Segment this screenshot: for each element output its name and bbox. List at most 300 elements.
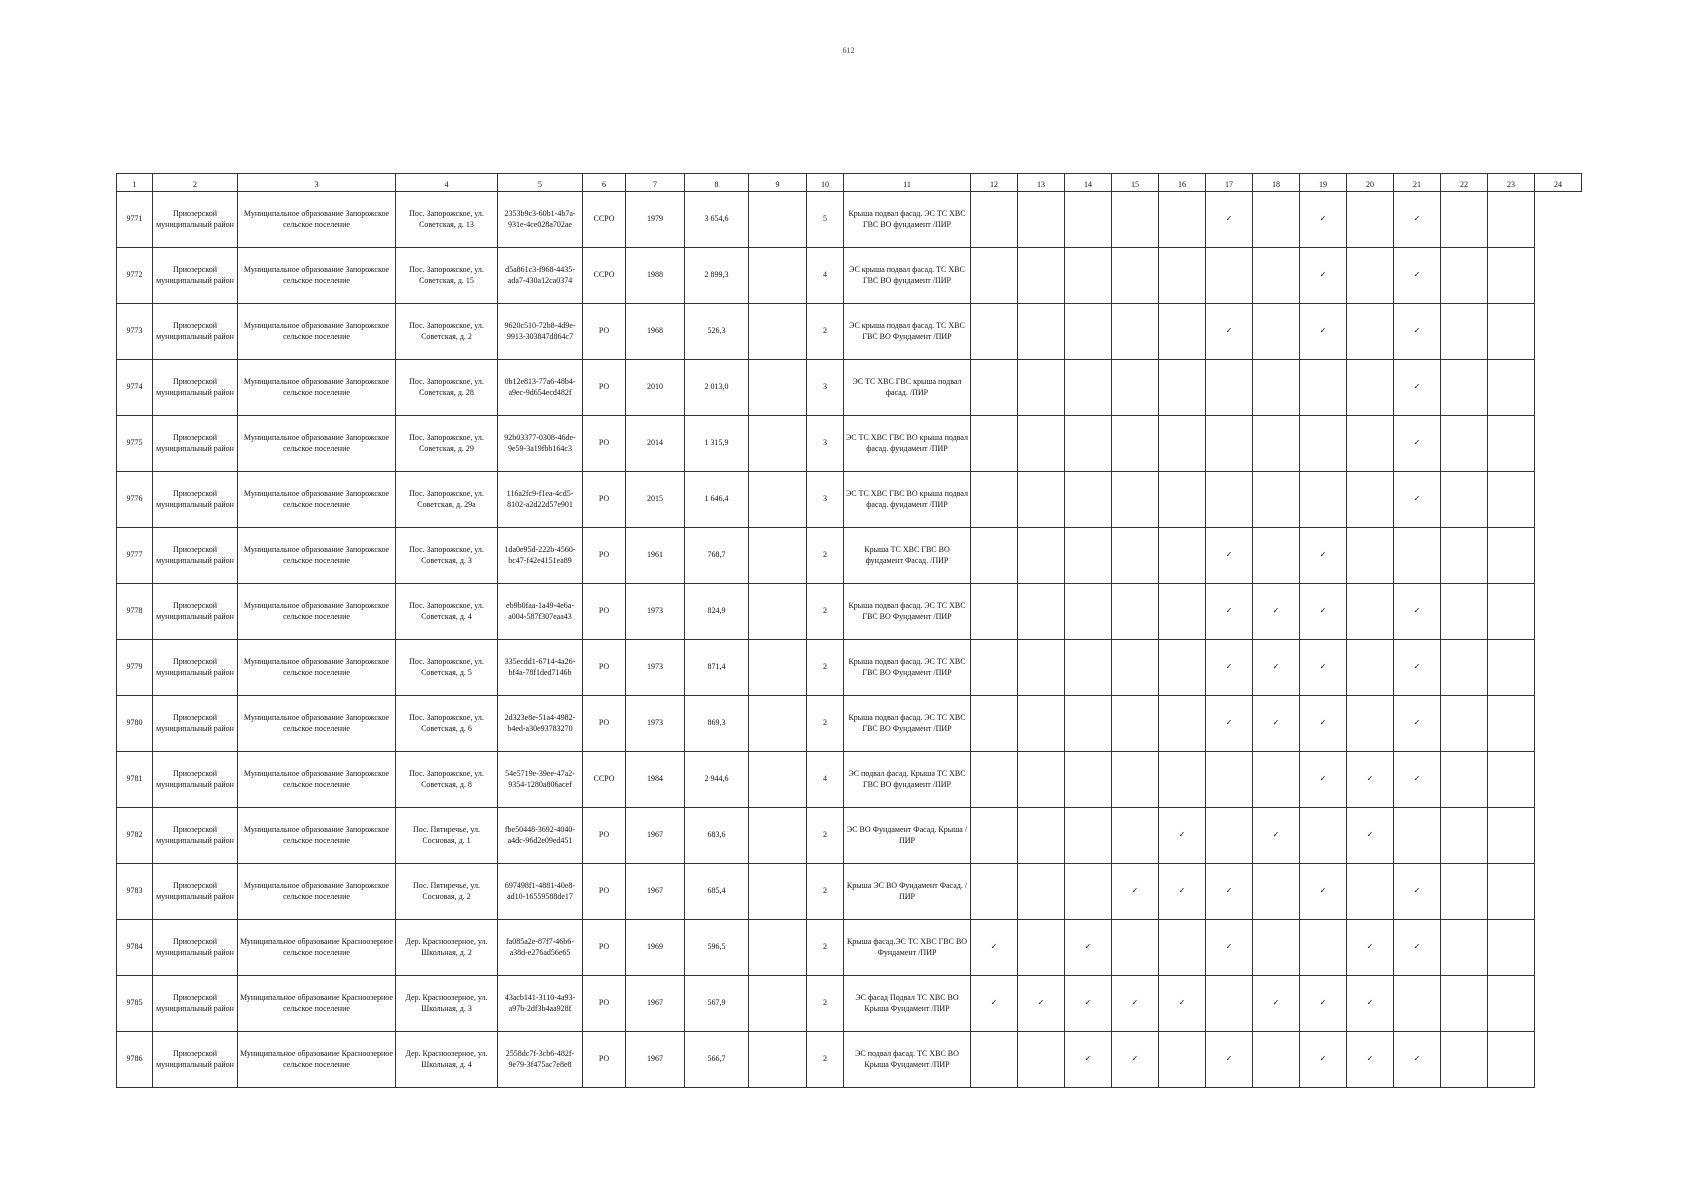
empty-check-cell xyxy=(1253,248,1300,304)
empty-check-cell xyxy=(1441,1032,1488,1088)
table-row xyxy=(117,920,1582,976)
municipality-cell: Муниципальное образование Красноозерное сельское поселение xyxy=(238,976,396,1032)
check-mark-cell: ✓ xyxy=(1394,192,1441,248)
check-mark-cell: ✓ xyxy=(1206,640,1253,696)
empty-check-cell xyxy=(1112,528,1159,584)
row-number-cell: 9780 xyxy=(117,696,153,752)
check-mark-cell: ✓ xyxy=(1300,528,1347,584)
check-mark-cell: ✓ xyxy=(1112,864,1159,920)
type-cell: РО xyxy=(583,864,626,920)
municipality-cell: Муниципальное образование Запорожское сельское поселение xyxy=(238,360,396,416)
district-cell: Приозерской муниципальный район xyxy=(153,248,238,304)
check-mark-cell: ✓ xyxy=(1347,976,1394,1032)
district-cell: Приозерской муниципальный район xyxy=(153,808,238,864)
row-number-cell: 9772 xyxy=(117,248,153,304)
column-header-21: 21 xyxy=(1394,174,1441,192)
column-header-19: 19 xyxy=(1300,174,1347,192)
row-number-cell: 9783 xyxy=(117,864,153,920)
column-header-14: 14 xyxy=(1065,174,1112,192)
address-cell: Дер. Красноозерное, ул. Школьная, д. 4 xyxy=(396,1032,498,1088)
empty-check-cell xyxy=(1394,808,1441,864)
type-cell: РО xyxy=(583,1032,626,1088)
empty-check-cell xyxy=(1206,752,1253,808)
empty-check-cell xyxy=(971,416,1018,472)
year-cell: 1979 xyxy=(626,192,685,248)
works-cell: ЭС фасад Подвал ТС ХВС ВО Крыша Фундамент /ПИР xyxy=(844,976,971,1032)
address-cell: Пос. Запорожское, ул. Советская, д. 13 xyxy=(396,192,498,248)
column-header-8: 8 xyxy=(685,174,749,192)
row-number-cell: 9782 xyxy=(117,808,153,864)
check-mark-cell: ✓ xyxy=(1300,304,1347,360)
column-10-cell: 4 xyxy=(807,248,844,304)
column-header-17: 17 xyxy=(1206,174,1253,192)
address-cell: Пос. Запорожское, ул. Советская, д. 5 xyxy=(396,640,498,696)
table-row xyxy=(117,584,1582,640)
year-cell: 1973 xyxy=(626,584,685,640)
check-mark-cell: ✓ xyxy=(1394,584,1441,640)
empty-check-cell xyxy=(1347,304,1394,360)
empty-check-cell xyxy=(1441,304,1488,360)
empty-check-cell xyxy=(1065,864,1112,920)
empty-check-cell xyxy=(1300,808,1347,864)
column-header-23: 23 xyxy=(1488,174,1535,192)
empty-check-cell xyxy=(1206,416,1253,472)
empty-check-cell xyxy=(1488,472,1535,528)
empty-check-cell xyxy=(971,528,1018,584)
empty-check-cell xyxy=(971,360,1018,416)
empty-check-cell xyxy=(1206,472,1253,528)
header-row xyxy=(117,174,1582,192)
column-header-9: 9 xyxy=(749,174,807,192)
empty-check-cell xyxy=(1065,752,1112,808)
address-cell: Пос. Запорожское, ул. Советская, д. 15 xyxy=(396,248,498,304)
area-cell: 683,6 xyxy=(685,808,749,864)
municipality-cell: Муниципальное образование Запорожское сельское поселение xyxy=(238,752,396,808)
type-cell: РО xyxy=(583,416,626,472)
works-cell: Крыша подвал фасад. ЭС ТС ХВС ГВС ВО Фундамент /ПИР xyxy=(844,696,971,752)
type-cell: ССРО xyxy=(583,752,626,808)
empty-check-cell xyxy=(1018,248,1065,304)
row-number-cell: 9775 xyxy=(117,416,153,472)
column-10-cell: 2 xyxy=(807,864,844,920)
empty-check-cell xyxy=(1206,248,1253,304)
column-header-10: 10 xyxy=(807,174,844,192)
column-header-13: 13 xyxy=(1018,174,1065,192)
empty-check-cell xyxy=(1300,360,1347,416)
check-mark-cell: ✓ xyxy=(1300,584,1347,640)
empty-check-cell xyxy=(1159,304,1206,360)
address-cell: Дер. Красноозерное, ул. Школьная, д. 3 xyxy=(396,976,498,1032)
district-cell: Приозерской муниципальный район xyxy=(153,1032,238,1088)
area-cell: 3 654,6 xyxy=(685,192,749,248)
empty-check-cell xyxy=(1441,192,1488,248)
column-9-cell xyxy=(749,192,807,248)
address-cell: Пос. Запорожское, ул. Советская, д. 8 xyxy=(396,752,498,808)
area-cell: 768,7 xyxy=(685,528,749,584)
page-number: 612 xyxy=(842,46,855,55)
guid-cell: 116a2fc9-f1ea-4cd5-8102-a2d22d57e901 xyxy=(498,472,583,528)
district-cell: Приозерской муниципальный район xyxy=(153,864,238,920)
check-mark-cell: ✓ xyxy=(1347,752,1394,808)
works-cell: ЭС ВО Фундамент Фасад. Крыша /ПИР xyxy=(844,808,971,864)
empty-check-cell xyxy=(1441,920,1488,976)
empty-check-cell xyxy=(1488,192,1535,248)
empty-check-cell xyxy=(1159,920,1206,976)
check-mark-cell: ✓ xyxy=(1065,1032,1112,1088)
empty-check-cell xyxy=(1159,696,1206,752)
check-mark-cell: ✓ xyxy=(1394,752,1441,808)
column-10-cell: 3 xyxy=(807,360,844,416)
district-cell: Приозерской муниципальный район xyxy=(153,192,238,248)
works-cell: Крыша подвал фасад. ЭС ТС ХВС ГВС ВО фундамент /ПИР xyxy=(844,192,971,248)
area-cell: 526,3 xyxy=(685,304,749,360)
guid-cell: 697498f1-4881-40e8-ad10-16559588de17 xyxy=(498,864,583,920)
works-cell: Крыша подвал фасад. ЭС ТС ХВС ГВС ВО Фундамент /ПИР xyxy=(844,584,971,640)
check-mark-cell: ✓ xyxy=(1394,696,1441,752)
column-10-cell: 3 xyxy=(807,472,844,528)
empty-check-cell xyxy=(1112,192,1159,248)
empty-check-cell xyxy=(1065,808,1112,864)
table-row xyxy=(117,1032,1582,1088)
address-cell: Дер. Красноозерное, ул. Школьная, д. 2 xyxy=(396,920,498,976)
check-mark-cell: ✓ xyxy=(1159,976,1206,1032)
year-cell: 1969 xyxy=(626,920,685,976)
guid-cell: 335ecdd1-6714-4a26-bf4a-78f1ded7146b xyxy=(498,640,583,696)
empty-check-cell xyxy=(971,304,1018,360)
district-cell: Приозерской муниципальный район xyxy=(153,752,238,808)
check-mark-cell: ✓ xyxy=(1253,640,1300,696)
empty-check-cell xyxy=(1112,360,1159,416)
column-9-cell xyxy=(749,864,807,920)
year-cell: 2014 xyxy=(626,416,685,472)
table-row xyxy=(117,528,1582,584)
district-cell: Приозерской муниципальный район xyxy=(153,920,238,976)
column-header-2: 2 xyxy=(153,174,238,192)
type-cell: ССРО xyxy=(583,248,626,304)
year-cell: 1967 xyxy=(626,864,685,920)
empty-check-cell xyxy=(1441,864,1488,920)
empty-check-cell xyxy=(1159,528,1206,584)
year-cell: 1973 xyxy=(626,696,685,752)
works-cell: Крыша подвал фасад. ЭС ТС ХВС ГВС ВО Фундамент /ПИР xyxy=(844,640,971,696)
empty-check-cell xyxy=(1206,360,1253,416)
check-mark-cell: ✓ xyxy=(1300,696,1347,752)
empty-check-cell xyxy=(1065,696,1112,752)
works-cell: Крыша ЭС ВО Фундамент Фасад. /ПИР xyxy=(844,864,971,920)
empty-check-cell xyxy=(1253,192,1300,248)
empty-check-cell xyxy=(1018,360,1065,416)
empty-check-cell xyxy=(1300,920,1347,976)
year-cell: 1973 xyxy=(626,640,685,696)
empty-check-cell xyxy=(971,808,1018,864)
column-header-12: 12 xyxy=(971,174,1018,192)
row-number-cell: 9778 xyxy=(117,584,153,640)
district-cell: Приозерской муниципальный район xyxy=(153,360,238,416)
empty-check-cell xyxy=(971,472,1018,528)
empty-check-cell xyxy=(1441,248,1488,304)
table-row xyxy=(117,976,1582,1032)
empty-check-cell xyxy=(1065,640,1112,696)
empty-check-cell xyxy=(1018,752,1065,808)
area-cell: 1 646,4 xyxy=(685,472,749,528)
column-header-7: 7 xyxy=(626,174,685,192)
column-9-cell xyxy=(749,696,807,752)
check-mark-cell: ✓ xyxy=(1394,920,1441,976)
check-mark-cell: ✓ xyxy=(1300,976,1347,1032)
empty-check-cell xyxy=(1159,640,1206,696)
area-cell: 596,5 xyxy=(685,920,749,976)
empty-check-cell xyxy=(1441,584,1488,640)
table-row xyxy=(117,472,1582,528)
empty-check-cell xyxy=(1253,752,1300,808)
empty-check-cell xyxy=(1253,360,1300,416)
row-number-cell: 9771 xyxy=(117,192,153,248)
address-cell: Пос. Пятиречье, ул. Сосновая, д. 2 xyxy=(396,864,498,920)
empty-check-cell xyxy=(1159,1032,1206,1088)
column-10-cell: 4 xyxy=(807,752,844,808)
address-cell: Пос. Запорожское, ул. Советская, д. 2 xyxy=(396,304,498,360)
empty-check-cell xyxy=(1065,248,1112,304)
check-mark-cell: ✓ xyxy=(1206,192,1253,248)
area-cell: 1 315,9 xyxy=(685,416,749,472)
works-cell: ЭС ТС ХВС ГВС ВО крыша подвал фасад. фундамент /ПИР xyxy=(844,472,971,528)
municipality-cell: Муниципальное образование Красноозерное сельское поселение xyxy=(238,920,396,976)
check-mark-cell: ✓ xyxy=(1394,416,1441,472)
empty-check-cell xyxy=(1347,584,1394,640)
check-mark-cell: ✓ xyxy=(1065,976,1112,1032)
municipality-cell: Муниципальное образование Запорожское сельское поселение xyxy=(238,248,396,304)
empty-check-cell xyxy=(1065,416,1112,472)
table-row xyxy=(117,696,1582,752)
guid-cell: d5a861c3-f968-4435-ada7-430a12ca0374 xyxy=(498,248,583,304)
district-cell: Приозерской муниципальный район xyxy=(153,976,238,1032)
empty-check-cell xyxy=(1441,808,1488,864)
empty-check-cell xyxy=(1018,304,1065,360)
guid-cell: fbe50448-3692-4040-a4dc-96d2e09ed451 xyxy=(498,808,583,864)
empty-check-cell xyxy=(1253,304,1300,360)
row-number-cell: 9781 xyxy=(117,752,153,808)
empty-check-cell xyxy=(1159,360,1206,416)
empty-check-cell xyxy=(1347,640,1394,696)
table-row xyxy=(117,640,1582,696)
table-row xyxy=(117,752,1582,808)
guid-cell: 43acb141-3110-4a93-a97b-2df3b4aa928f xyxy=(498,976,583,1032)
address-cell: Пос. Запорожское, ул. Советская, д. 29а xyxy=(396,472,498,528)
empty-check-cell xyxy=(1347,472,1394,528)
empty-check-cell xyxy=(1441,640,1488,696)
check-mark-cell: ✓ xyxy=(1394,304,1441,360)
empty-check-cell xyxy=(1018,416,1065,472)
type-cell: РО xyxy=(583,472,626,528)
row-number-cell: 9779 xyxy=(117,640,153,696)
guid-cell: 1da0e95d-222b-4560-bc47-f42e4151ea89 xyxy=(498,528,583,584)
check-mark-cell: ✓ xyxy=(1112,976,1159,1032)
column-10-cell: 2 xyxy=(807,640,844,696)
empty-check-cell xyxy=(971,192,1018,248)
empty-check-cell xyxy=(1300,472,1347,528)
column-10-cell: 2 xyxy=(807,1032,844,1088)
column-10-cell: 2 xyxy=(807,584,844,640)
table-row xyxy=(117,864,1582,920)
row-number-cell: 9785 xyxy=(117,976,153,1032)
check-mark-cell: ✓ xyxy=(1206,584,1253,640)
area-cell: 2 944,6 xyxy=(685,752,749,808)
district-cell: Приозерской муниципальный район xyxy=(153,304,238,360)
register-table xyxy=(116,173,1582,1088)
area-cell: 2 013,0 xyxy=(685,360,749,416)
empty-check-cell xyxy=(1206,976,1253,1032)
check-mark-cell: ✓ xyxy=(1394,360,1441,416)
row-number-cell: 9786 xyxy=(117,1032,153,1088)
empty-check-cell xyxy=(1488,1032,1535,1088)
empty-check-cell xyxy=(1488,752,1535,808)
row-number-cell: 9776 xyxy=(117,472,153,528)
year-cell: 1961 xyxy=(626,528,685,584)
column-header-6: 6 xyxy=(583,174,626,192)
check-mark-cell: ✓ xyxy=(1206,304,1253,360)
column-9-cell xyxy=(749,808,807,864)
year-cell: 2010 xyxy=(626,360,685,416)
empty-check-cell xyxy=(1441,752,1488,808)
check-mark-cell: ✓ xyxy=(971,976,1018,1032)
empty-check-cell xyxy=(1441,976,1488,1032)
area-cell: 685,4 xyxy=(685,864,749,920)
empty-check-cell xyxy=(1488,416,1535,472)
empty-check-cell xyxy=(1347,360,1394,416)
column-header-22: 22 xyxy=(1441,174,1488,192)
empty-check-cell xyxy=(1112,808,1159,864)
empty-check-cell xyxy=(1441,416,1488,472)
empty-check-cell xyxy=(1488,248,1535,304)
check-mark-cell: ✓ xyxy=(971,920,1018,976)
row-number-cell: 9773 xyxy=(117,304,153,360)
empty-check-cell xyxy=(1159,472,1206,528)
empty-check-cell xyxy=(1253,920,1300,976)
empty-check-cell xyxy=(971,864,1018,920)
empty-check-cell xyxy=(1018,584,1065,640)
empty-check-cell xyxy=(1488,696,1535,752)
row-number-cell: 9777 xyxy=(117,528,153,584)
type-cell: РО xyxy=(583,976,626,1032)
empty-check-cell xyxy=(1018,472,1065,528)
check-mark-cell: ✓ xyxy=(1300,192,1347,248)
column-9-cell xyxy=(749,360,807,416)
address-cell: Пос. Запорожское, ул. Советская, д. 29 xyxy=(396,416,498,472)
column-header-1: 1 xyxy=(117,174,153,192)
municipality-cell: Муниципальное образование Запорожское сельское поселение xyxy=(238,416,396,472)
municipality-cell: Муниципальное образование Запорожское сельское поселение xyxy=(238,192,396,248)
check-mark-cell: ✓ xyxy=(1300,752,1347,808)
check-mark-cell: ✓ xyxy=(1253,808,1300,864)
empty-check-cell xyxy=(1347,528,1394,584)
area-cell: 869,3 xyxy=(685,696,749,752)
column-9-cell xyxy=(749,584,807,640)
empty-check-cell xyxy=(1253,1032,1300,1088)
check-mark-cell: ✓ xyxy=(1206,920,1253,976)
empty-check-cell xyxy=(1065,584,1112,640)
type-cell: РО xyxy=(583,696,626,752)
type-cell: ССРО xyxy=(583,192,626,248)
empty-check-cell xyxy=(1112,640,1159,696)
empty-check-cell xyxy=(1488,584,1535,640)
column-header-4: 4 xyxy=(396,174,498,192)
empty-check-cell xyxy=(1018,864,1065,920)
address-cell: Пос. Запорожское, ул. Советская, д. 4 xyxy=(396,584,498,640)
check-mark-cell: ✓ xyxy=(1394,248,1441,304)
check-mark-cell: ✓ xyxy=(1300,864,1347,920)
guid-cell: 54e5719e-39ee-47a2-9354-1280a806acef xyxy=(498,752,583,808)
guid-cell: 2d323e8e-51a4-4982-b4ed-a30e93783270 xyxy=(498,696,583,752)
empty-check-cell xyxy=(1347,416,1394,472)
area-cell: 2 899,3 xyxy=(685,248,749,304)
column-header-24: 24 xyxy=(1535,174,1582,192)
type-cell: РО xyxy=(583,920,626,976)
works-cell: ЭС подвал фасад. ТС ХВС ВО Крыша Фундамент /ПИР xyxy=(844,1032,971,1088)
column-9-cell xyxy=(749,1032,807,1088)
type-cell: РО xyxy=(583,304,626,360)
empty-check-cell xyxy=(1253,864,1300,920)
check-mark-cell: ✓ xyxy=(1253,696,1300,752)
empty-check-cell xyxy=(1206,808,1253,864)
table-row xyxy=(117,304,1582,360)
check-mark-cell: ✓ xyxy=(1112,1032,1159,1088)
works-cell: Крыша ТС ХВС ГВС ВО фундамент Фасад. /ПИР xyxy=(844,528,971,584)
area-cell: 567,9 xyxy=(685,976,749,1032)
column-header-3: 3 xyxy=(238,174,396,192)
empty-check-cell xyxy=(971,584,1018,640)
type-cell: РО xyxy=(583,360,626,416)
type-cell: РО xyxy=(583,808,626,864)
column-9-cell xyxy=(749,752,807,808)
empty-check-cell xyxy=(1112,248,1159,304)
empty-check-cell xyxy=(1394,976,1441,1032)
district-cell: Приозерской муниципальный район xyxy=(153,416,238,472)
empty-check-cell xyxy=(1347,248,1394,304)
table-row xyxy=(117,248,1582,304)
empty-check-cell xyxy=(1065,192,1112,248)
check-mark-cell: ✓ xyxy=(1347,808,1394,864)
empty-check-cell xyxy=(1112,584,1159,640)
column-10-cell: 2 xyxy=(807,976,844,1032)
empty-check-cell xyxy=(1441,472,1488,528)
check-mark-cell: ✓ xyxy=(1300,248,1347,304)
empty-check-cell xyxy=(1300,416,1347,472)
empty-check-cell xyxy=(971,640,1018,696)
row-number-cell: 9784 xyxy=(117,920,153,976)
empty-check-cell xyxy=(1253,472,1300,528)
municipality-cell: Муниципальное образование Запорожское сельское поселение xyxy=(238,696,396,752)
guid-cell: 0b12e813-77a6-48b4-a9ec-9d654ecd482f xyxy=(498,360,583,416)
year-cell: 1988 xyxy=(626,248,685,304)
column-header-16: 16 xyxy=(1159,174,1206,192)
works-cell: ЭС ТС ХВС ГВС ВО крыша подвал фасад. фундамент /ПИР xyxy=(844,416,971,472)
guid-cell: 92b03377-0308-46de-9e59-3a19fbb164c3 xyxy=(498,416,583,472)
empty-check-cell xyxy=(1065,360,1112,416)
column-9-cell xyxy=(749,640,807,696)
empty-check-cell xyxy=(1018,640,1065,696)
empty-check-cell xyxy=(1488,808,1535,864)
column-9-cell xyxy=(749,976,807,1032)
address-cell: Пос. Запорожское, ул. Советская, д. 28 xyxy=(396,360,498,416)
guid-cell: 2353b9c3-60b1-4b7a-931e-4ce028a702ae xyxy=(498,192,583,248)
empty-check-cell xyxy=(1488,976,1535,1032)
table-row xyxy=(117,416,1582,472)
works-cell: ЭС крыша подвал фасад. ТС ХВС ГВС ВО фундамент /ПИР xyxy=(844,248,971,304)
municipality-cell: Муниципальное образование Запорожское сельское поселение xyxy=(238,304,396,360)
address-cell: Пос. Запорожское, ул. Советская, д. 3 xyxy=(396,528,498,584)
check-mark-cell: ✓ xyxy=(1065,920,1112,976)
guid-cell: 9620c510-72b8-4d9e-9913-303847d864c7 xyxy=(498,304,583,360)
